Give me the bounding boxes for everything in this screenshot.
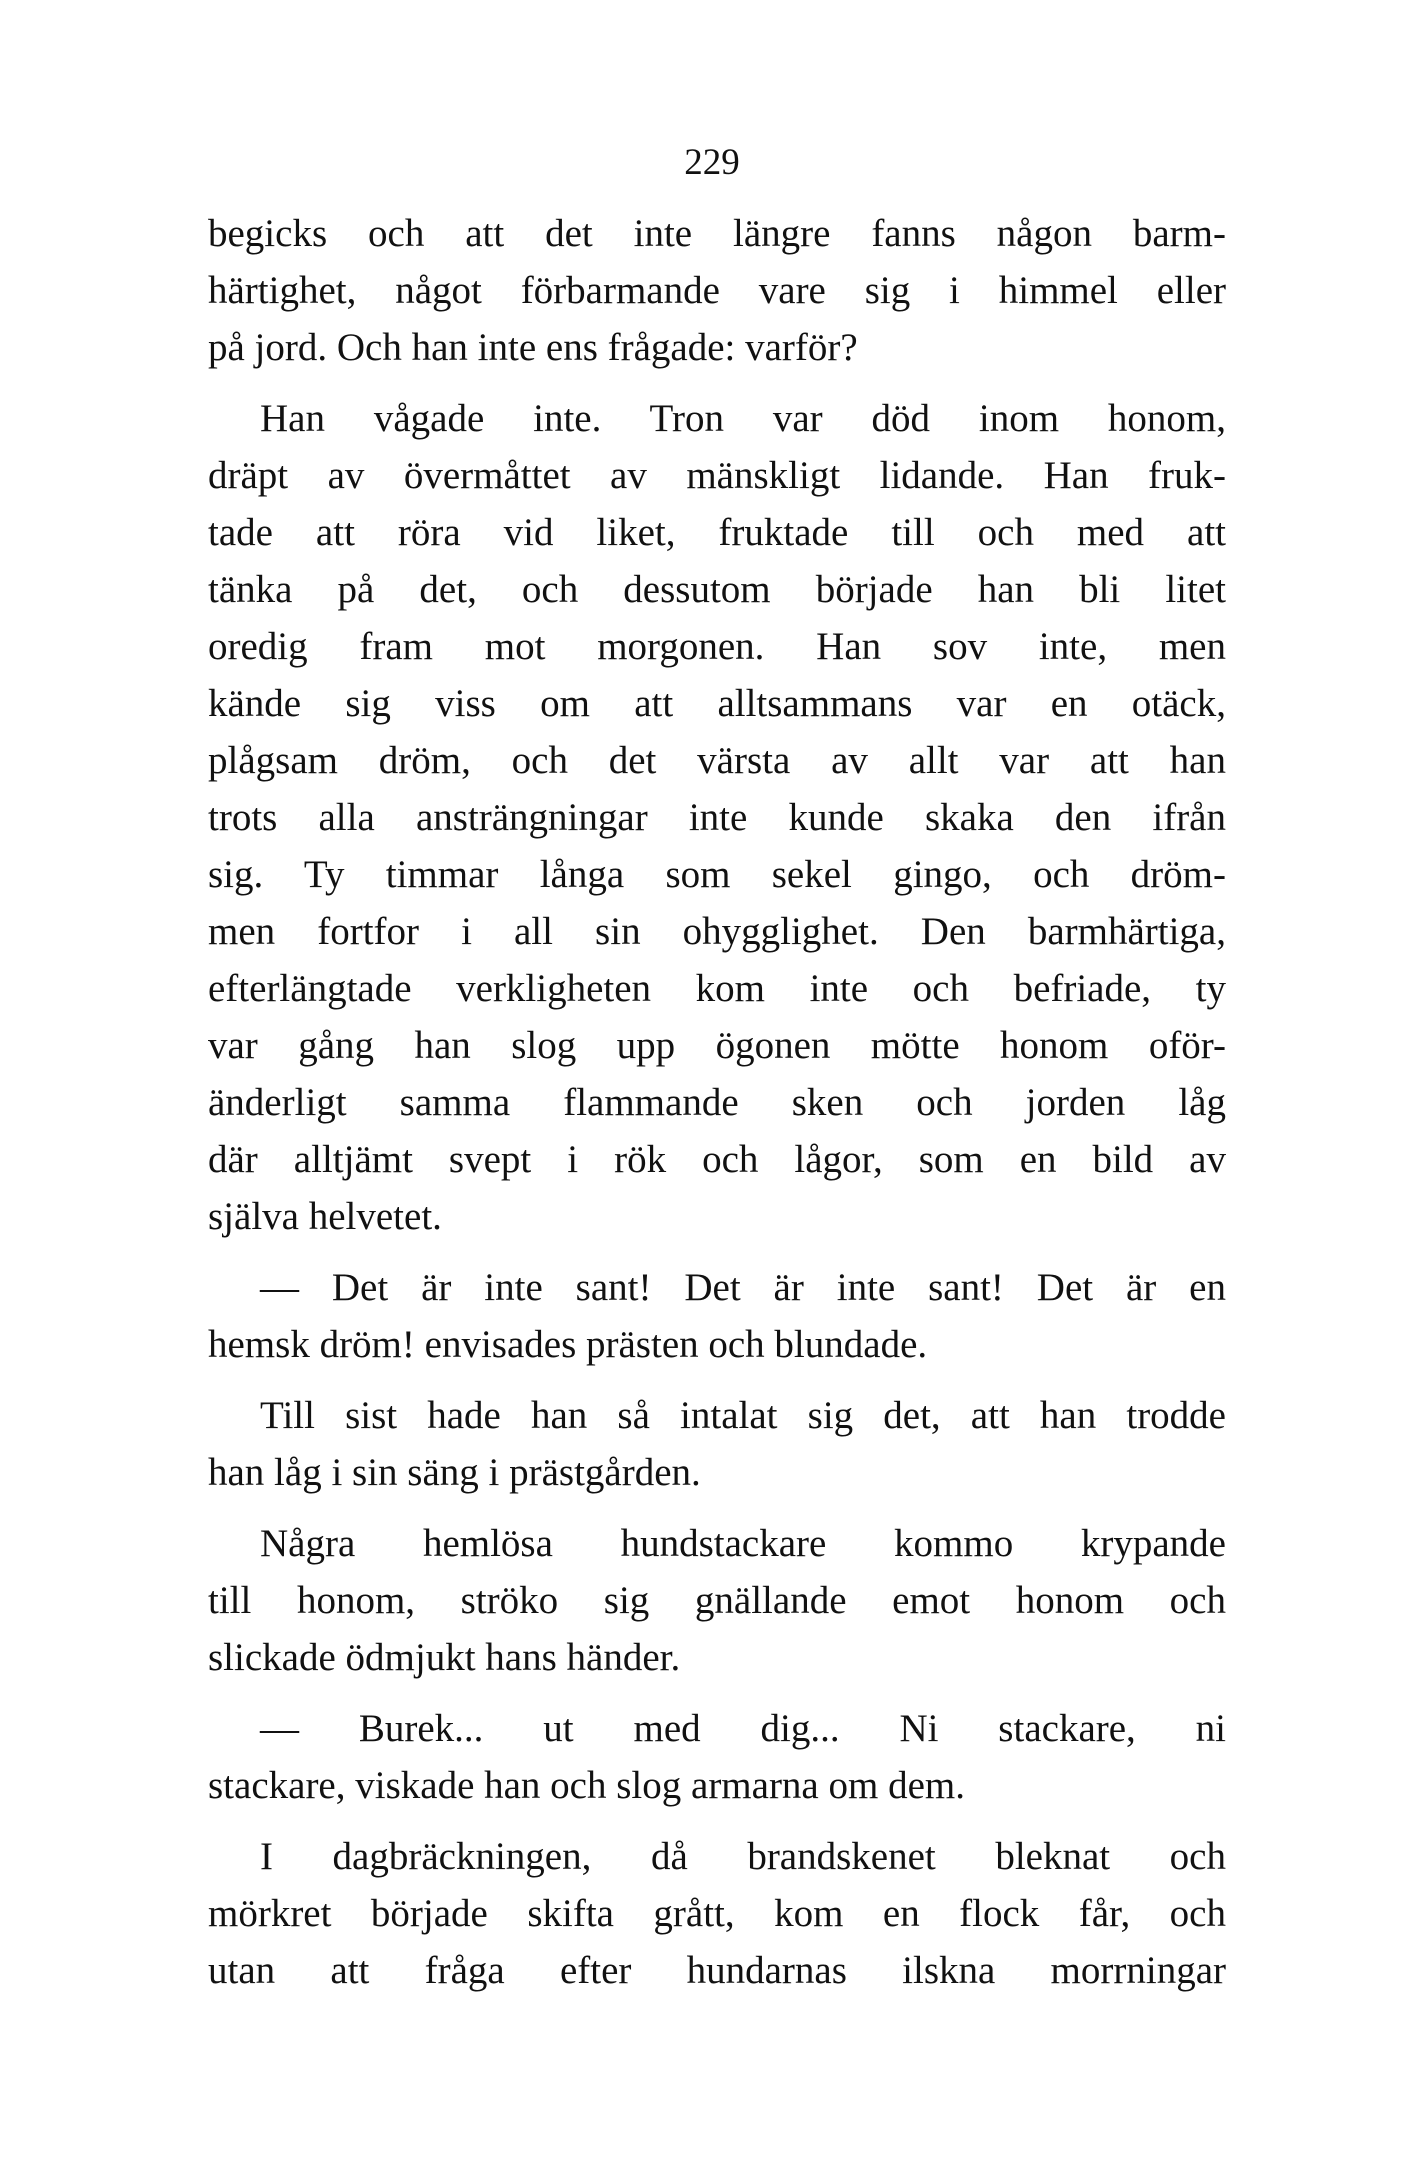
paragraph	[208, 1387, 1226, 1501]
text-line: sig. Ty timmar långa som sekel gingo, och dröm-	[208, 853, 1226, 896]
text-line: slickade ödmjukt hans händer.	[208, 1636, 681, 1679]
text-line: änderligt samma flammande sken och jorden låg	[208, 1081, 1226, 1124]
paragraph	[208, 1259, 1226, 1373]
text-line: där alltjämt svept i rök och lågor, som en bild av	[208, 1138, 1226, 1181]
text-line: Till sist hade han så intalat sig det, att han trodde	[260, 1394, 1226, 1437]
text-line: I dagbräckningen, då brandskenet bleknat och	[260, 1835, 1226, 1878]
text-line: utan att fråga efter hundarnas ilskna morrningar	[208, 1949, 1226, 1992]
body-text	[208, 205, 1226, 2013]
text-line: tade att röra vid liket, fruktade till och med att	[208, 511, 1226, 554]
text-line: till honom, ströko sig gnällande emot honom och	[208, 1579, 1226, 1622]
text-line: men fortfor i all sin ohygglighet. Den barmhärtiga,	[208, 910, 1226, 953]
paragraph	[208, 1828, 1226, 1999]
text-line: tänka på det, och dessutom började han bli litet	[208, 568, 1226, 611]
text-line: stackare, viskade han och slog armarna om dem.	[208, 1764, 965, 1807]
text-line: trots alla ansträngningar inte kunde skaka den ifrån	[208, 796, 1226, 839]
text-line: Han vågade inte. Tron var död inom honom,	[260, 397, 1226, 440]
text-line: var gång han slog upp ögonen mötte honom oför-	[208, 1024, 1226, 1067]
text-line: efterlängtade verkligheten kom inte och befriade, ty	[208, 967, 1226, 1010]
text-line: dräpt av övermåttet av mänskligt lidande. Han fruk-	[208, 454, 1226, 497]
text-line: — Burek... ut med dig... Ni stackare, ni	[260, 1707, 1226, 1750]
text-line: själva helvetet.	[208, 1195, 442, 1238]
paragraph	[208, 1700, 1226, 1814]
text-line: på jord. Och han inte ens frågade: varför?	[208, 326, 858, 369]
paragraph	[208, 390, 1226, 1245]
text-line: hemsk dröm! envisades prästen och blundade.	[208, 1323, 928, 1366]
page-number: 229	[684, 142, 740, 183]
text-line: kände sig viss om att alltsammans var en otäck,	[208, 682, 1226, 725]
text-line: han låg i sin säng i prästgården.	[208, 1451, 701, 1494]
text-line: Några hemlösa hundstackare kommo krypande	[260, 1522, 1226, 1565]
text-line: härtighet, något förbarmande vare sig i himmel eller	[208, 269, 1226, 312]
text-line: mörkret började skifta grått, kom en flock får, och	[208, 1892, 1226, 1935]
text-line: begicks och att det inte längre fanns någon barm-	[208, 212, 1226, 255]
text-line: plågsam dröm, och det värsta av allt var att han	[208, 739, 1226, 782]
text-line: oredig fram mot morgonen. Han sov inte, men	[208, 625, 1226, 668]
paragraph	[208, 1515, 1226, 1686]
paragraph	[208, 205, 1226, 376]
text-line: — Det är inte sant! Det är inte sant! Det är en	[260, 1266, 1226, 1309]
